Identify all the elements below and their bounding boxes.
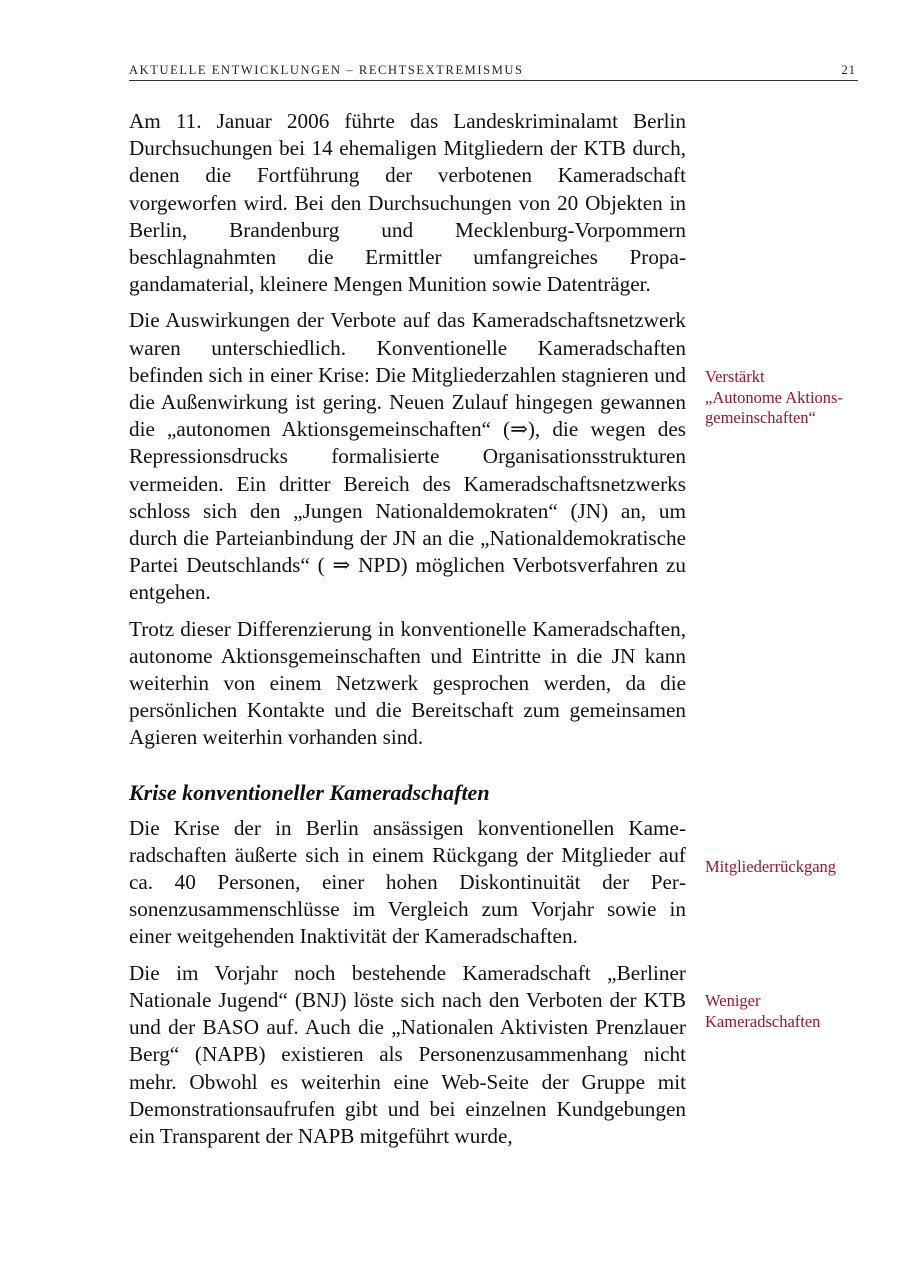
paragraph-4: Die Krise der in Berlin ansässigen konventionellen Kameradschaften äußerte sich in einem Rückgang der Mitglieder auf ca. 40 Personen, einer hohen Diskontinuität der Personenzusammenschlüsse im Vergleich zum Vorjahr sowie in einer weitgehenden Inaktivität der Kameradschaften. [129, 815, 686, 949]
main-text-column [129, 108, 686, 1159]
running-header [129, 62, 858, 81]
margin-note-weniger-kameradschaften [705, 991, 865, 1032]
paragraph-3: Trotz dieser Differenzierung in konventionelle Kameradschaften, autonome Aktionsgemeinschaften und Eintritte in die JN kann weiterhin von einem Netzwerk gesprochen werden, da die persönlichen Kontakte und die Bereitschaft zum gemeinsamen Agieren weiterhin vorhanden sind. [129, 616, 686, 750]
page-number: 21 [841, 63, 856, 77]
section-heading: Krise konventioneller Kameradschaften [129, 779, 490, 805]
margin-note-line: Weniger [705, 991, 761, 1010]
paragraph-5: Die im Vorjahr noch bestehende Kameradschaft „Berliner Nationale Jugend“ (BNJ) löste sich nach den Verboten der KTB und der BASO auf. Auch die „Nationalen Aktivisten Prenzlauer Berg“ (NAPB) existieren als Personenzusammenhang nicht mehr. Obwohl es weiterhin eine Web-Seite der Gruppe mit Demonstrationsaufrufen gibt und bei einzelnen Kundgebungen ein Transparent der NAPB mitgeführt wurde, [129, 960, 686, 1148]
paragraph-1: Am 11. Januar 2006 führte das Landeskriminalamt Berlin Durchsuchungen bei 14 ehemaligen Mitgliedern der KTB durch, denen die Fortführung der verbotenen Kameradschaft vorgeworfen wird. Bei den Durchsuchungen von 20 Objekten in Berlin, Brandenburg und Mecklenburg-Vorpommern beschlagnahmten die Ermittler umfangreiches Propagandamaterial, kleinere Mengen Munition sowie Datenträger. [129, 109, 686, 297]
margin-note-line: „Autonome Aktions- [705, 387, 843, 407]
paragraph-2: Die Auswirkungen der Verbote auf das Kameradschaftsnetzwerk waren unterschiedlich. Konventionelle Kameradschaften befinden sich in einer Krise: Die Mitgliederzahlen stagnieren und die Außenwirkung ist gering. Neuen Zulauf hingegen gewannen die „autonomen Aktionsgemeinschaften“ (⇒), die wegen des Repressionsdrucks formalisierte Organisationsstrukturen vermeiden. Ein dritter Bereich des Kameradschaftsnetzwerks schloss sich den „Jungen Nationaldemokraten“ (JN) an, um durch die Parteianbindung der JN an die „Nationaldemokratische Partei Deutschlands“ ( ⇒ NPD) möglichen Verbotsverfahren zu entgehen. [129, 308, 686, 605]
margin-note-mitgliederrueckgang [705, 857, 865, 878]
margin-note-line: gemeinschaften“ [705, 408, 816, 427]
margin-note-line: Mitgliederrückgang [705, 857, 837, 876]
margin-note-line: Kameradschaften [705, 1011, 821, 1031]
margin-note-autonome [705, 367, 865, 429]
running-title: AKTUELLE ENTWICKLUNGEN – RECHTSEXTREMISMUS [129, 63, 524, 77]
margin-note-line: Verstärkt [705, 367, 765, 386]
